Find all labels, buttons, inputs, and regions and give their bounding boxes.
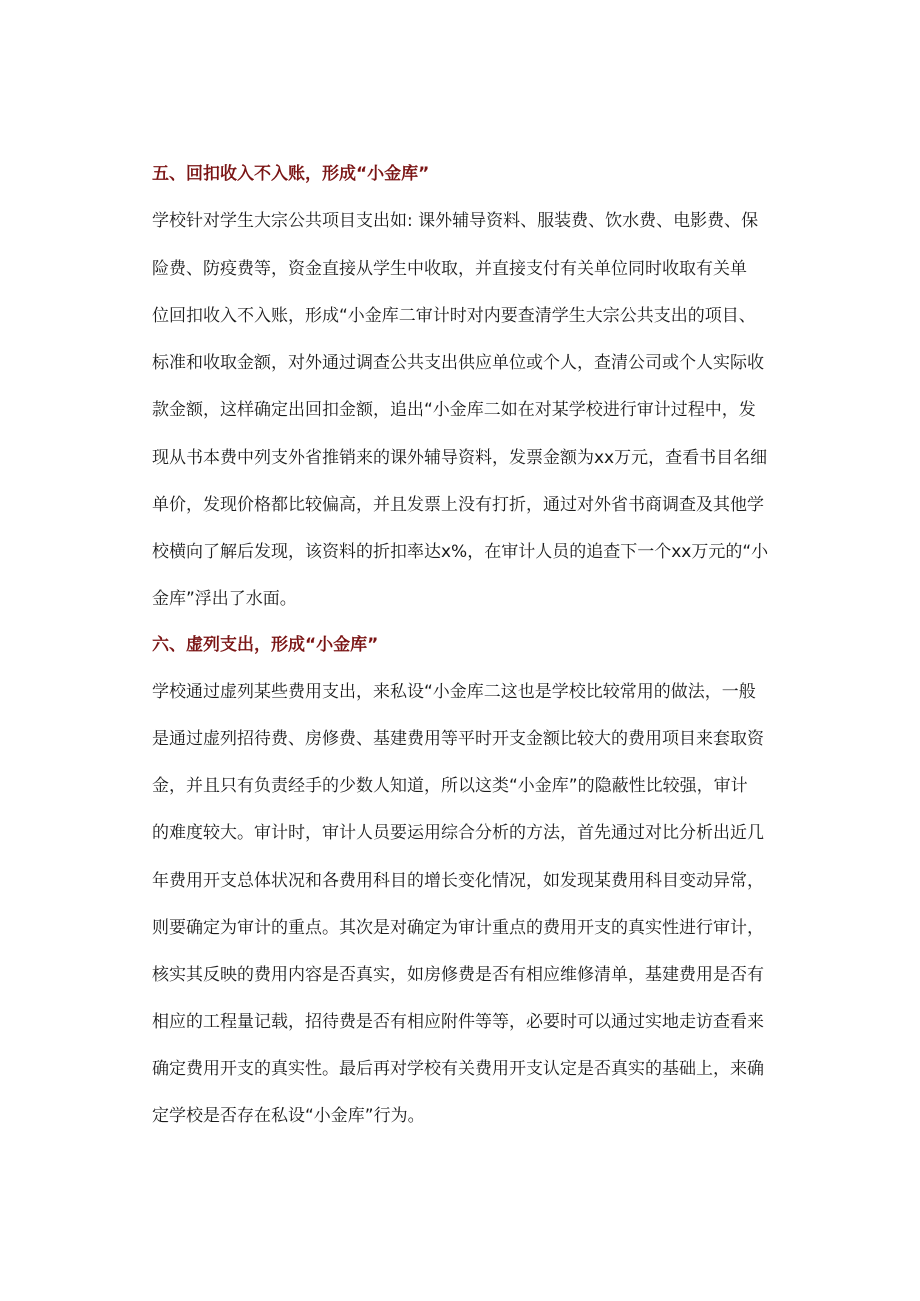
section-6-line: 确定费用开支的真实性。最后再对学校有关费用开支认定是否真实的基础上，来确 — [152, 1059, 764, 1079]
section-6-line: 的难度较大。审计时，审计人员要运用综合分析的方法，首先通过对比分析出近几 — [152, 823, 764, 843]
section-5-line: 现从书本费中列支外省推销来的课外辅导资料，发票金额为xx万元，查看书目名细 — [152, 448, 768, 468]
section-6-line: 核实其反映的费用内容是否真实，如房修费是否有相应维修清单，基建费用是否有 — [152, 965, 764, 985]
section-heading-6: 六、虚列支出，形成“小金库” — [152, 635, 379, 655]
section-5-line: 金库”浮出了水面。 — [152, 589, 297, 609]
section-5-line: 款金额，这样确定出回扣金额，追出“小金库二如在对某学校进行审计过程中，发 — [152, 400, 756, 420]
section-6-line: 则要确定为审计的重点。其次是对确定为审计重点的费用开支的真实性进行审计， — [152, 918, 764, 938]
section-5-line: 标准和收取金额，对外通过调查公共支出供应单位或个人，查清公司或个人实际收 — [152, 353, 764, 373]
section-6-line: 定学校是否存在私设“小金库”行为。 — [152, 1106, 425, 1126]
section-6-line: 金，并且只有负责经手的少数人知道，所以这类“小金库”的隐蔽性比较强，审计 — [152, 776, 748, 796]
section-6-line: 相应的工程量记载，招待费是否有相应附件等等，必要时可以通过实地走访查看来 — [152, 1012, 764, 1032]
section-5-line: 险费、防疫费等，资金直接从学生中收取，并直接支付有关单位同时收取有关单 — [152, 259, 747, 279]
section-6-line: 学校通过虚列某些费用支出，来私设“小金库二这也是学校比较常用的做法，一般 — [152, 682, 756, 702]
section-5-line: 校横向了解后发现，该资料的折扣率达x%，在审计人员的追查下一个xx万元的“小 — [152, 542, 769, 562]
section-5-line: 学校针对学生大宗公共项目支出如: 课外辅导资料、服装费、饮水费、电影费、保 — [152, 211, 759, 231]
section-5-line: 位回扣收入不入账，形成“小金库二审计时对内要查清学生大宗公共支出的项目、 — [152, 306, 756, 326]
section-5-line: 单价，发现价格都比较偏高，并且发票上没有打折，通过对外省书商调查及其他学 — [152, 495, 764, 515]
section-heading-5: 五、回扣收入不入账，形成“小金库” — [152, 164, 430, 184]
section-6-line: 年费用开支总体状况和各费用科目的增长变化情况，如发现某费用科目变动异常， — [152, 871, 764, 891]
section-6-line: 是通过虚列招待费、房修费、基建费用等平时开支金额比较大的费用项目来套取资 — [152, 729, 764, 749]
